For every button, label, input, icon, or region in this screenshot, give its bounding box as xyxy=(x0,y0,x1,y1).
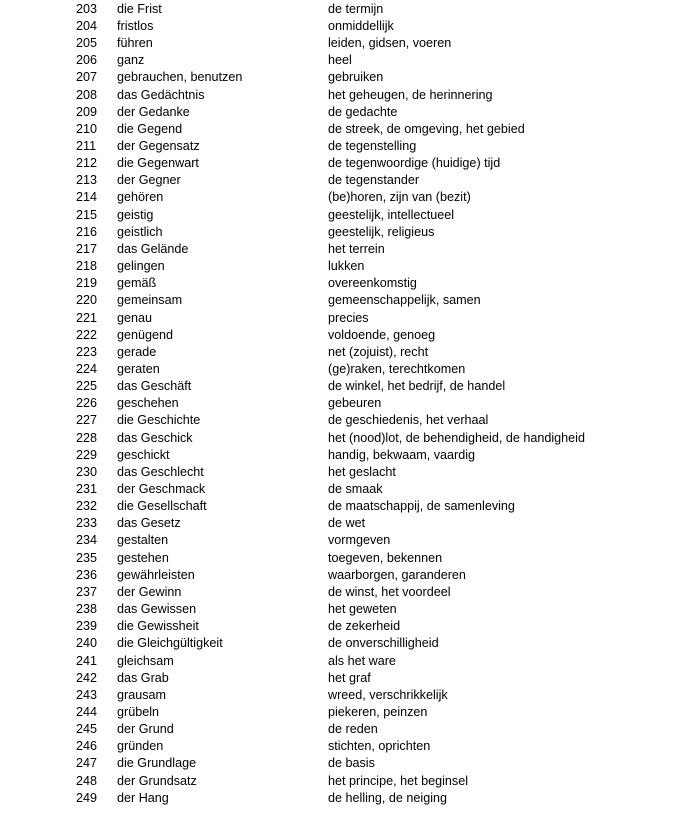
dutch-translation: de maatschappij, de samenleving xyxy=(328,499,515,514)
entry-number: 231 xyxy=(76,482,98,496)
german-term: genügend xyxy=(117,327,174,342)
vocab-row xyxy=(0,35,686,52)
german-term: der Gewinn xyxy=(117,584,182,599)
dutch-translation: de basis xyxy=(328,756,375,771)
vocab-row xyxy=(0,670,686,687)
vocab-row xyxy=(0,601,686,618)
entry-number: 205 xyxy=(76,36,98,51)
vocab-row xyxy=(0,584,686,601)
german-term: gelingen xyxy=(117,259,165,274)
dutch-translation: als het ware xyxy=(328,653,396,668)
entry-number: 216 xyxy=(76,224,98,239)
dutch-translation: de tegenstander xyxy=(328,173,420,188)
vocab-row xyxy=(0,532,686,549)
entry-number: 237 xyxy=(76,584,98,599)
german-term: genau xyxy=(117,310,153,325)
dutch-translation: onmiddellijk xyxy=(328,18,394,33)
german-term: das Gedächtnis xyxy=(117,87,205,102)
dutch-translation: de winkel, het bedrijf, de handel xyxy=(328,379,506,394)
german-term: gleichsam xyxy=(117,653,174,668)
entry-number: 246 xyxy=(76,739,98,754)
dutch-translation: de termijn xyxy=(328,1,384,16)
entry-number: 217 xyxy=(76,241,98,256)
german-term: gründen xyxy=(117,739,164,754)
dutch-translation: wreed, verschrikkelijk xyxy=(328,687,448,702)
entry-number: 248 xyxy=(76,773,98,788)
dutch-translation: het geweten xyxy=(328,602,397,617)
dutch-translation: het principe, het beginsel xyxy=(328,773,469,788)
german-term: die Gleichgültigkeit xyxy=(117,636,223,651)
dutch-translation: (ge)raken, terechtkomen xyxy=(328,361,466,376)
dutch-translation: leiden, gidsen, voeren xyxy=(328,36,452,51)
vocab-row xyxy=(0,361,686,378)
german-term: die Gegend xyxy=(117,121,183,136)
entry-number: 234 xyxy=(76,533,98,548)
dutch-translation: de onverschilligheid xyxy=(328,636,439,651)
dutch-translation: waarborgen, garanderen xyxy=(328,567,466,582)
entry-number: 236 xyxy=(76,567,98,582)
german-term: fristlos xyxy=(117,18,154,33)
entry-number: 211 xyxy=(76,139,97,153)
entry-number: 239 xyxy=(76,619,98,634)
entry-number: 224 xyxy=(76,361,98,376)
vocab-row xyxy=(0,498,686,515)
vocab-row xyxy=(0,550,686,567)
dutch-translation: het geheugen, de herinnering xyxy=(328,87,493,102)
vocab-row xyxy=(0,790,686,807)
german-term: das Gesetz xyxy=(117,516,181,531)
german-term: gestalten xyxy=(117,533,169,548)
german-term: gemeinsam xyxy=(117,293,183,308)
german-term: die Gewissheit xyxy=(117,619,199,634)
entry-number: 232 xyxy=(76,499,98,514)
entry-number: 210 xyxy=(76,121,98,136)
dutch-translation: de geschiedenis, het verhaal xyxy=(328,413,489,428)
german-term: der Geschmack xyxy=(117,482,206,496)
german-term: gehören xyxy=(117,190,164,205)
dutch-translation: de tegenstelling xyxy=(328,139,417,153)
vocab-row xyxy=(0,155,686,172)
german-term: gewährleisten xyxy=(117,567,195,582)
german-term: die Grundlage xyxy=(117,756,197,771)
entry-number: 245 xyxy=(76,722,98,737)
entry-number: 229 xyxy=(76,447,98,462)
entry-number: 228 xyxy=(76,430,98,445)
entry-number: 213 xyxy=(76,173,98,188)
german-term: das Geschick xyxy=(117,430,193,445)
entry-number: 218 xyxy=(76,259,98,274)
dutch-translation: toegeven, bekennen xyxy=(328,550,443,565)
entry-number: 214 xyxy=(76,190,98,205)
vocab-row xyxy=(0,687,686,704)
dutch-translation: piekeren, peinzen xyxy=(328,704,428,719)
vocab-row xyxy=(0,121,686,138)
german-term: der Grundsatz xyxy=(117,773,197,788)
dutch-translation: de helling, de neiging xyxy=(328,790,448,805)
german-term: der Gedanke xyxy=(117,104,190,119)
entry-number: 247 xyxy=(76,756,98,771)
german-term: grübeln xyxy=(117,704,160,719)
german-term: der Grund xyxy=(117,722,174,737)
entry-number: 204 xyxy=(76,18,98,33)
entry-number: 221 xyxy=(76,310,98,325)
entry-number: 230 xyxy=(76,464,98,479)
entry-number: 209 xyxy=(76,104,98,119)
dutch-translation: lukken xyxy=(328,259,365,274)
dutch-translation: gebruiken xyxy=(328,70,384,85)
german-term: der Hang xyxy=(117,790,169,805)
german-term: das Geschlecht xyxy=(117,464,204,479)
german-term: die Frist xyxy=(117,1,162,16)
vocab-row xyxy=(0,378,686,395)
entry-number: 243 xyxy=(76,687,98,702)
entry-number: 233 xyxy=(76,516,98,531)
vocab-row xyxy=(0,224,686,241)
vocab-row xyxy=(0,172,686,189)
dutch-translation: de winst, het voordeel xyxy=(328,584,451,599)
entry-number: 240 xyxy=(76,636,98,651)
german-term: geschehen xyxy=(117,396,179,411)
dutch-translation: de reden xyxy=(328,722,378,737)
german-term: geschickt xyxy=(117,447,170,462)
vocab-row xyxy=(0,447,686,464)
vocab-row xyxy=(0,653,686,670)
german-term: geistlich xyxy=(117,224,163,239)
entry-number: 238 xyxy=(76,602,98,617)
german-term: grausam xyxy=(117,687,166,702)
entry-number: 242 xyxy=(76,670,98,685)
entry-number: 235 xyxy=(76,550,98,565)
vocab-row xyxy=(0,721,686,738)
vocab-row xyxy=(0,52,686,69)
vocab-row xyxy=(0,773,686,790)
german-term: das Gelände xyxy=(117,241,189,256)
german-term: gestehen xyxy=(117,550,169,565)
entry-number: 222 xyxy=(76,327,98,342)
entry-number: 208 xyxy=(76,87,98,102)
vocab-row xyxy=(0,567,686,584)
vocab-row xyxy=(0,138,686,155)
german-term: das Gewissen xyxy=(117,602,197,617)
vocab-row xyxy=(0,207,686,224)
vocab-row xyxy=(0,738,686,755)
entry-number: 220 xyxy=(76,293,98,308)
vocab-row xyxy=(0,515,686,532)
entry-number: 212 xyxy=(76,156,98,171)
entry-number: 203 xyxy=(76,1,98,16)
dutch-translation: de wet xyxy=(328,516,366,531)
german-term: das Grab xyxy=(117,670,169,685)
entry-number: 249 xyxy=(76,790,98,805)
dutch-translation: het graf xyxy=(328,670,371,685)
vocab-row xyxy=(0,618,686,635)
dutch-translation: geestelijk, religieus xyxy=(328,224,435,239)
german-term: der Gegensatz xyxy=(117,139,200,153)
german-term: die Gesellschaft xyxy=(117,499,207,514)
dutch-translation: de tegenwoordige (huidige) tijd xyxy=(328,156,501,171)
vocab-row xyxy=(0,241,686,258)
german-term: der Gegner xyxy=(117,173,181,188)
dutch-translation: de smaak xyxy=(328,482,383,496)
vocab-row xyxy=(0,189,686,206)
dutch-translation: het geslacht xyxy=(328,464,396,479)
vocab-row xyxy=(0,481,686,498)
dutch-translation: stichten, oprichten xyxy=(328,739,431,754)
dutch-translation: (be)horen, zijn van (bezit) xyxy=(328,190,471,205)
vocab-row xyxy=(0,1,686,18)
german-term: führen xyxy=(117,36,153,51)
german-term: gebrauchen, benutzen xyxy=(117,70,243,85)
vocab-row xyxy=(0,430,686,447)
entry-number: 219 xyxy=(76,276,98,291)
vocab-row xyxy=(0,69,686,86)
entry-number: 207 xyxy=(76,70,98,85)
vocab-row xyxy=(0,635,686,652)
vocab-row xyxy=(0,87,686,104)
vocab-row xyxy=(0,755,686,772)
dutch-translation: handig, bekwaam, vaardig xyxy=(328,447,476,462)
vocab-row xyxy=(0,464,686,481)
vocab-row xyxy=(0,310,686,327)
dutch-translation: geestelijk, intellectueel xyxy=(328,207,455,222)
dutch-translation: voldoende, genoeg xyxy=(328,327,436,342)
dutch-translation: gebeuren xyxy=(328,396,382,411)
dutch-translation: heel xyxy=(328,53,352,68)
german-term: gemäß xyxy=(117,276,157,291)
vocab-row xyxy=(0,258,686,275)
entry-number: 227 xyxy=(76,413,98,428)
entry-number: 215 xyxy=(76,207,98,222)
entry-number: 206 xyxy=(76,53,98,68)
dutch-translation: de streek, de omgeving, het gebied xyxy=(328,121,525,136)
entry-number: 223 xyxy=(76,344,98,359)
dutch-translation: gemeenschappelijk, samen xyxy=(328,293,481,308)
vocab-row xyxy=(0,104,686,121)
german-term: gerade xyxy=(117,344,157,359)
dutch-translation: vormgeven xyxy=(328,533,391,548)
german-term: die Geschichte xyxy=(117,413,201,428)
dutch-translation: precies xyxy=(328,310,369,325)
german-term: das Geschäft xyxy=(117,379,192,394)
entry-number: 225 xyxy=(76,379,98,394)
vocab-row xyxy=(0,704,686,721)
dutch-translation: het (nood)lot, de behendigheid, de handigheid xyxy=(328,430,585,445)
vocab-row xyxy=(0,344,686,361)
dutch-translation: de zekerheid xyxy=(328,619,401,634)
vocab-row xyxy=(0,275,686,292)
german-term: geistig xyxy=(117,207,154,222)
german-term: ganz xyxy=(117,53,145,68)
vocab-row xyxy=(0,292,686,309)
vocab-row xyxy=(0,18,686,35)
vocab-row xyxy=(0,395,686,412)
dutch-translation: net (zojuist), recht xyxy=(328,344,429,359)
dutch-translation: de gedachte xyxy=(328,104,398,119)
german-term: die Gegenwart xyxy=(117,156,199,171)
entry-number: 226 xyxy=(76,396,98,411)
german-term: geraten xyxy=(117,361,160,376)
dutch-translation: het terrein xyxy=(328,241,385,256)
entry-number: 241 xyxy=(76,653,98,668)
vocab-row xyxy=(0,412,686,429)
vocab-row xyxy=(0,327,686,344)
dutch-translation: overeenkomstig xyxy=(328,276,417,291)
entry-number: 244 xyxy=(76,704,98,719)
